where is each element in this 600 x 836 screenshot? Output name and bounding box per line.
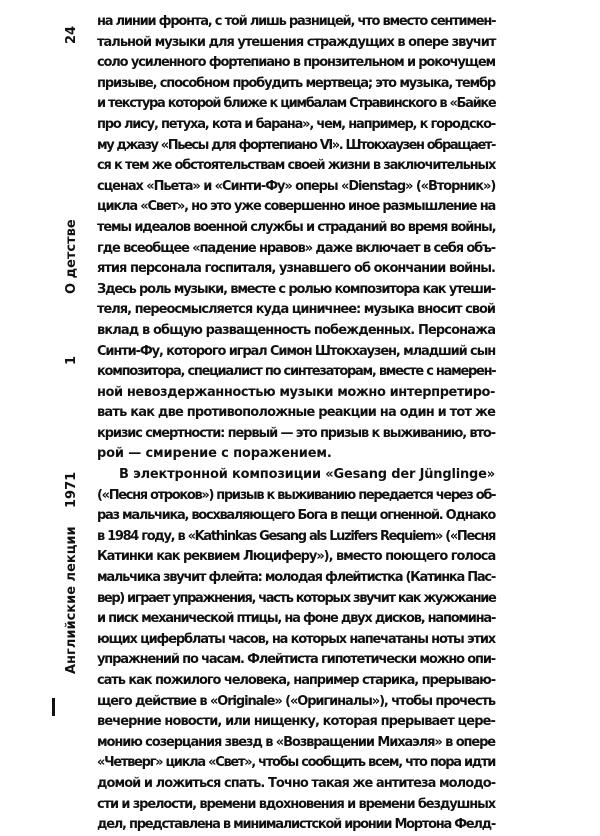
text-line: композитора, специалист по синтезаторам, вместе с намерен- <box>97 364 496 380</box>
paragraph <box>97 465 495 836</box>
text-line: Синти-Фу, которого играл Симон Штокхаузен, младший сын <box>97 343 496 359</box>
text-line: Здесь роль музыки, вместе с ролью композитора как утеши- <box>97 281 495 297</box>
chapter-title: О детстве <box>64 219 79 294</box>
text-line: вать как две противоположные реакции на один и тот же <box>97 405 496 421</box>
running-header <box>0 0 80 750</box>
text-line: домой и ложиться спать. Точно такая же антитеза молодо- <box>97 775 496 791</box>
text-line: про лису, петуха, кота и барана», чем, например, к городско- <box>97 116 496 132</box>
text-line: дел, представлена в минималистской иронии Мортона Фелд- <box>97 817 495 833</box>
text-line: темы идеалов военной службы и страданий во время войны, <box>97 219 496 235</box>
page-number: 24 <box>64 25 79 44</box>
text-line: в 1984 году, в «Kathinkas Gesang als Luzifers Requiem» («Песня <box>97 528 495 544</box>
text-line: рой — смирение с поражением. <box>97 446 332 462</box>
series-title: Английские лекции <box>64 526 79 674</box>
paragraph-continued <box>97 12 495 465</box>
text-line: сценах «Пьета» и «Синти-Фу» оперы «Dienstag» («Вторник») <box>97 178 496 194</box>
text-line: вер) играет упражнения, часть которых звучит как жужжание <box>97 590 496 606</box>
text-line: му джазу «Пьесы для фортепиано VI». Штокхаузен обращает- <box>97 137 495 153</box>
chapter-number: 1 <box>64 355 79 365</box>
body-text <box>97 12 495 836</box>
text-line: соло усиленного фортепиано в пронзительном и рокочущем <box>97 55 495 71</box>
text-line: В электронной композиции «Gesang der Jünglinge» <box>119 467 495 483</box>
text-line: ятия персонала госпиталя, узнавшего об окончании войны. <box>97 261 495 277</box>
text-line: монию созерцания звезд в «Возвращении Михаэля» в опере <box>97 734 495 750</box>
text-line: где всеобщее «падение нравов» даже включает в себя объ- <box>97 240 495 256</box>
text-line: цикла «Свет», но это уже совершенно иное размышление на <box>97 199 496 215</box>
text-line: и писк механической птицы, на фоне двух дисков, напомина- <box>97 611 496 627</box>
margin-rule <box>52 698 55 716</box>
text-line: кризис смертности: первый — это призыв к выживанию, вто- <box>97 425 495 441</box>
text-line: сать как пожилого человека, например старика, прерываю- <box>97 673 495 688</box>
lecture-year: 1971 <box>64 471 79 508</box>
text-line: тальной музыки для утешения страждущих в опере звучит <box>97 34 496 50</box>
text-line: ной невоздержанностью музыки можно интерпретиро- <box>97 384 495 400</box>
text-line: сти и зрелости, времени вдохновения и времени бездушных <box>97 796 495 812</box>
text-line: ющих циферблаты часов, на которых напечатаны ноты этих <box>97 631 495 647</box>
text-line: раз мальчика, восхваляющего Бога в пещи огненной. Однако <box>97 508 495 524</box>
text-line: щего действие в «Originale» («Оригиналы»), чтобы прочесть <box>97 693 495 709</box>
text-line: («Песня отроков») призыв к выживанию передается через об- <box>97 487 496 503</box>
text-line: теля, переосмысляется куда циничнее: музыка вносит свой <box>97 302 495 318</box>
text-line: мальчика звучит флейта: молодая флейтистка (Катинка Пас- <box>97 570 495 586</box>
text-line: на линии фронта, с той лишь разницей, что вместо сентимен- <box>97 14 496 29</box>
text-line: упражнений по часам. Флейтиста гипотетически можно опи- <box>97 652 496 668</box>
text-line: и текстура которой ближе к цимбалам Стравинского в «Байке <box>97 96 496 112</box>
text-line: «Четверг» цикла «Свет», чтобы сообщить всем, что пора идти <box>97 755 496 771</box>
text-line: вечерние новости, или нищенку, которая прерывает цере- <box>97 714 495 730</box>
text-line: ся к тем же обстоятельствам своей жизни в заключительных <box>97 158 496 174</box>
text-line: призыве, способном пробудить мертвеца; это музыка, тембр <box>97 75 495 91</box>
text-line: Катинки как реквием Люциферу»), вместо поющего голоса <box>97 549 496 565</box>
text-line: вклад в общую разващенность побежденных. Персонажа <box>97 322 496 338</box>
